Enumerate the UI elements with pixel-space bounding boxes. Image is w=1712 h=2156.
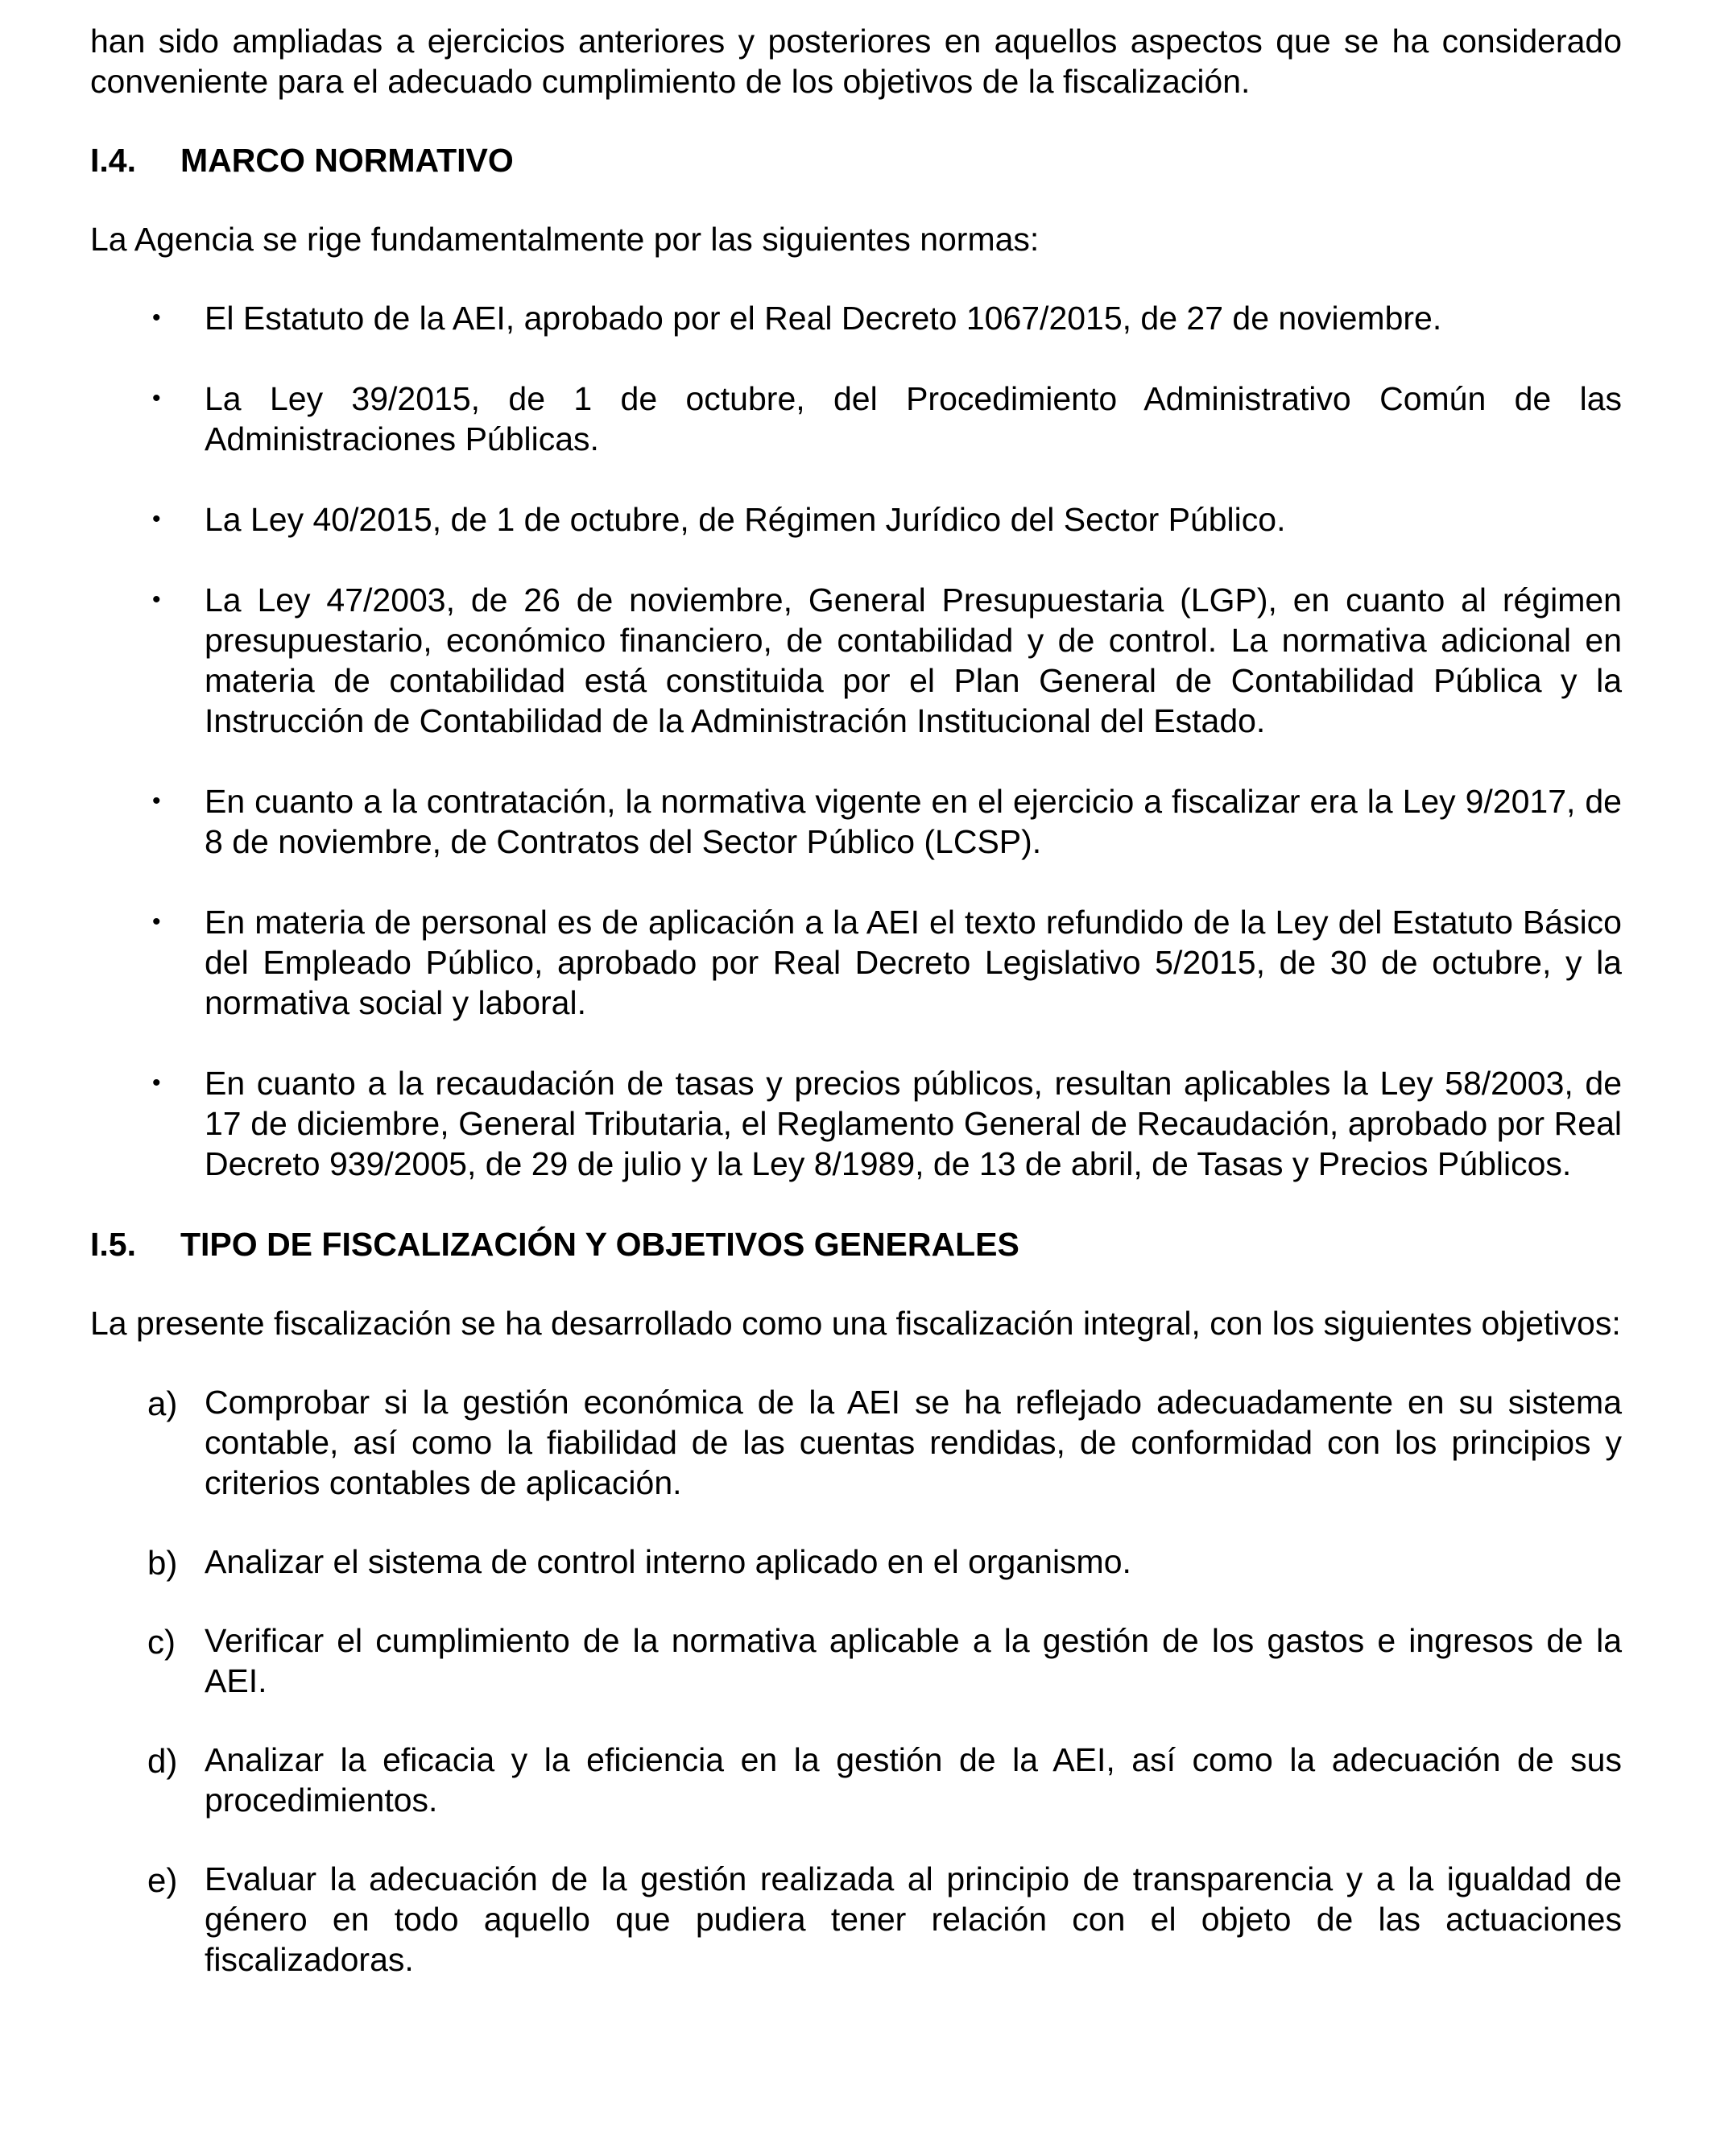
bullet-icon: • <box>152 908 161 935</box>
section-number: I.4. <box>90 142 136 179</box>
section-number: I.5. <box>90 1226 136 1263</box>
objective-text: Analizar la eficacia y la eficiencia en la gestión de la AEI, así como la adecuación de sus procedimientos. <box>205 1741 1622 1819</box>
objective-text: Comprobar si la gestión económica de la AEI se ha reflejado adecuadamente en su sistema contable, así como la fiabilidad de las cuentas rendidas, de conformidad con los principios y criterios contables de aplicación. <box>205 1384 1622 1501</box>
section-heading-tipo-fiscalizacion <box>90 1224 1622 1264</box>
objective-item <box>90 1620 1622 1701</box>
objectives-list <box>90 1382 1622 1980</box>
list-item-text: La Ley 47/2003, de 26 de noviembre, General Presupuestaria (LGP), en cuanto al régimen presupuestario, económico financiero, de contabilidad y de control. La normativa adicional en materia de contabilidad está constituida por el Plan General de Contabilidad Pública y la Instrucción de Contabilidad de la Administración Institucional del Estado. <box>205 581 1622 739</box>
section-title: TIPO DE FISCALIZACIÓN Y OBJETIVOS GENERALES <box>180 1226 1019 1263</box>
document-page <box>90 21 1622 2018</box>
list-item <box>90 379 1622 459</box>
bullet-icon: • <box>152 506 161 532</box>
list-item-text: El Estatuto de la AEI, aprobado por el Real Decreto 1067/2015, de 27 de noviembre. <box>205 300 1442 337</box>
list-item <box>90 1063 1622 1184</box>
objective-letter: a) <box>147 1384 178 1422</box>
bullet-icon: • <box>152 304 161 331</box>
bullet-icon: • <box>152 788 161 814</box>
list-item-text: En cuanto a la recaudación de tasas y precios públicos, resultan aplicables la Ley 58/2003, de 17 de diciembre, General Tributaria, el Reglamento General de Recaudación, aprobado por Real Decreto 939/2005, de 29 de julio y la Ley 8/1989, de 13 de abril, de Tasas y Precios Públicos. <box>205 1065 1622 1182</box>
list-item-text: En materia de personal es de aplicación a la AEI el texto refundido de la Ley del Estatuto Básico del Empleado Público, aprobado por Real Decreto Legislativo 5/2015, de 30 de octubre, y la normativa social y laboral. <box>205 904 1622 1021</box>
objective-item <box>90 1740 1622 1820</box>
list-item-text: En cuanto a la contratación, la normativa vigente en el ejercicio a fiscalizar era la Ley 9/2017, de 8 de noviembre, de Contratos del Sector Público (LCSP). <box>205 783 1622 860</box>
objective-item <box>90 1382 1622 1503</box>
objective-letter: d) <box>147 1742 178 1780</box>
list-item <box>90 902 1622 1023</box>
bullet-icon: • <box>152 586 161 613</box>
bullet-icon: • <box>152 1070 161 1096</box>
objective-item <box>90 1541 1622 1582</box>
objective-text: Verificar el cumplimiento de la normativa aplicable a la gestión de los gastos e ingresos de la AEI. <box>205 1622 1622 1699</box>
norms-list <box>90 298 1622 1184</box>
list-item-text: La Ley 39/2015, de 1 de octubre, del Procedimiento Administrativo Común de las Administraciones Públicas. <box>205 380 1622 457</box>
list-item <box>90 781 1622 862</box>
objective-letter: e) <box>147 1861 178 1899</box>
list-item <box>90 580 1622 741</box>
objective-letter: b) <box>147 1544 178 1582</box>
section-heading-marco-normativo <box>90 140 1622 180</box>
intro-paragraph: han sido ampliadas a ejercicios anteriores y posteriores en aquellos aspectos que se ha considerado conveniente para el adecuado cumplimiento de los objetivos de la fiscalización. <box>90 23 1622 100</box>
list-item <box>90 298 1622 338</box>
objective-letter: c) <box>147 1623 176 1661</box>
objective-text: Evaluar la adecuación de la gestión realizada al principio de transparencia y a la igualdad de género en todo aquello que pudiera tener relación con el objeto de las actuaciones fiscalizadoras. <box>205 1860 1622 1978</box>
section-title: MARCO NORMATIVO <box>180 142 514 179</box>
list-item-text: La Ley 40/2015, de 1 de octubre, de Régimen Jurídico del Sector Público. <box>205 501 1286 538</box>
section-lead-paragraph: La Agencia se rige fundamentalmente por las siguientes normas: <box>90 221 1040 258</box>
bullet-icon: • <box>152 385 161 412</box>
objective-item <box>90 1859 1622 1980</box>
list-item <box>90 499 1622 540</box>
objective-text: Analizar el sistema de control interno aplicado en el organismo. <box>205 1543 1131 1580</box>
section-lead-paragraph: La presente fiscalización se ha desarrollado como una fiscalización integral, con los siguientes objetivos: <box>90 1305 1621 1342</box>
